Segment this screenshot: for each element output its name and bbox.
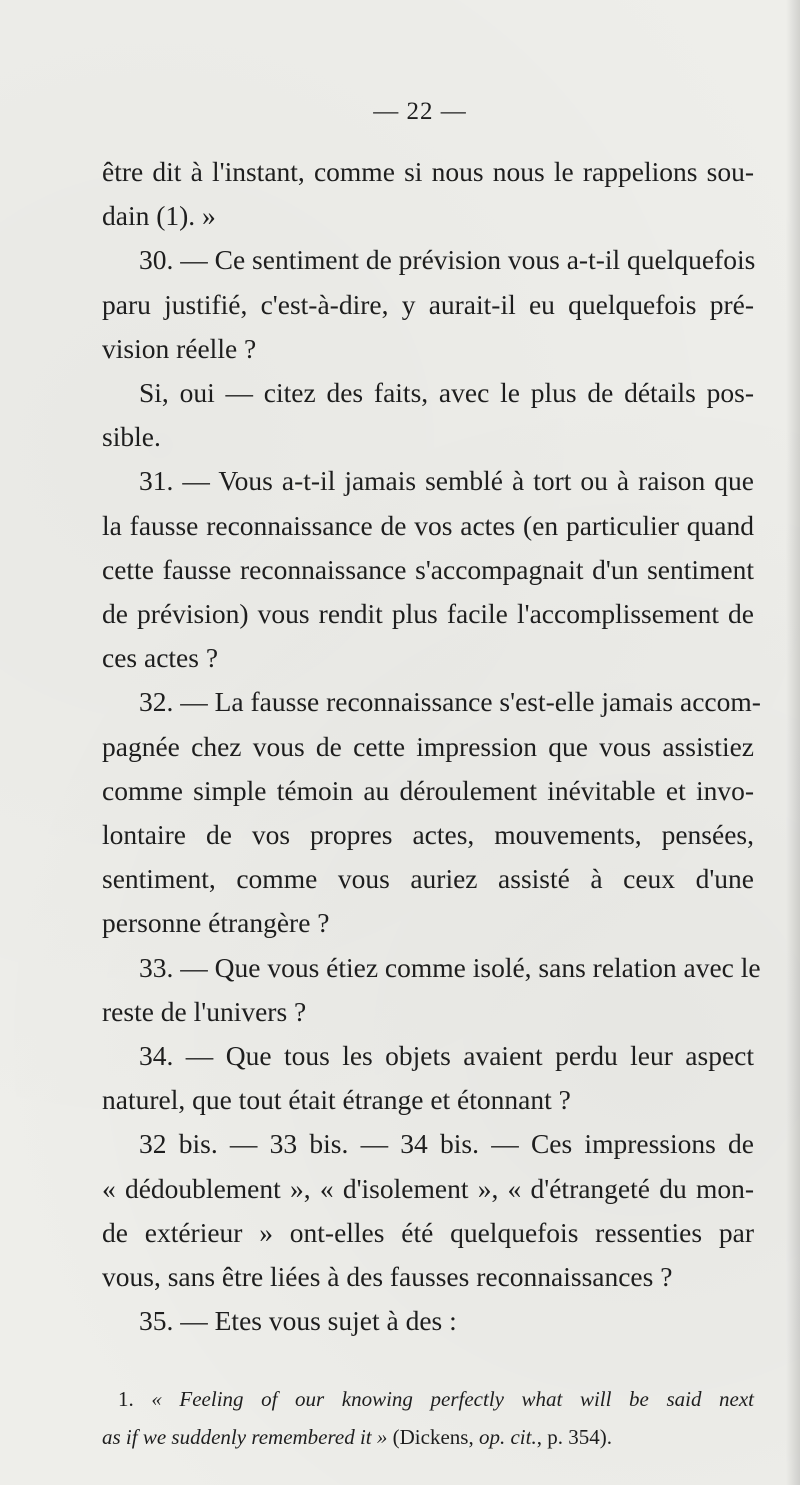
question-31-line: 31. — Vous a-t-il jamais semblé à tort ou à raison que xyxy=(139,465,754,497)
text-line: sible. xyxy=(102,421,161,453)
footnote-reference: (Dickens, xyxy=(387,1425,479,1449)
text-line: naturel, que tout était étrange et étonnant ? xyxy=(102,1084,571,1116)
text-line: lontaire de vos propres actes, mouvements, pensées, xyxy=(102,819,754,851)
footnote-quote: as if we suddenly remembered it » xyxy=(102,1425,388,1449)
footnote-page-ref: , p. 354). xyxy=(536,1425,612,1449)
text-line: vous, sans être liées à des fausses reconnaissances ? xyxy=(102,1261,673,1293)
text-line: être dit à l'instant, comme si nous nous le rappelions sou- xyxy=(102,156,754,187)
text-line: dain (1). » xyxy=(102,200,216,232)
text-line: paru justifié, c'est-à-dire, y aurait-il eu quelquefois pré- xyxy=(102,288,754,320)
footnote-line xyxy=(102,1380,754,1418)
text-line: la fausse reconnaissance de vos actes (en particulier quand xyxy=(102,509,754,541)
page-number: — 22 — xyxy=(373,98,467,125)
text-line: « dédoublement », « d'isolement », « d'étrangeté du mon- xyxy=(102,1172,754,1204)
text-line: reste de l'univers ? xyxy=(102,995,307,1027)
text-line: personne étrangère ? xyxy=(102,907,330,939)
body-text xyxy=(102,150,761,1343)
footnote xyxy=(102,1380,754,1456)
question-30-line: 30. — Ce sentiment de prévision vous a-t-il quelquefois xyxy=(139,244,756,276)
question-32-line: 32. — La fausse reconnaissance s'est-elle jamais accom- xyxy=(139,686,761,718)
question-34-line: 34. — Que tous les objets avaient perdu leur aspect xyxy=(139,1040,754,1072)
text-line: cette fausse reconnaissance s'accompagnait d'un sentiment xyxy=(102,553,754,585)
footnote-op-cit: op. cit. xyxy=(478,1425,537,1449)
text-line: pagnée chez vous de cette impression que vous assistiez xyxy=(102,730,754,762)
text-line: Si, oui — citez des faits, avec le plus de détails pos- xyxy=(139,377,754,409)
text-line: vision réelle ? xyxy=(102,332,257,364)
question-35-line: 35. — Etes vous sujet à des : xyxy=(139,1305,457,1337)
text-line: ces actes ? xyxy=(102,642,219,674)
footnote-marker: 1. xyxy=(118,1387,134,1411)
text-line: sentiment, comme vous auriez assisté à ceux d'une xyxy=(102,863,754,895)
question-bis-line: 32 bis. — 33 bis. — 34 bis. — Ces impressions de xyxy=(139,1128,754,1160)
text-line: de extérieur » ont-elles été quelquefois ressenties par xyxy=(102,1216,754,1248)
footnote-quote: « Feeling of our knowing perfectly what will be said next xyxy=(151,1387,755,1411)
question-33-line: 33. — Que vous étiez comme isolé, sans relation avec le xyxy=(139,951,761,983)
text-line: de prévision) vous rendit plus facile l'accomplissement de xyxy=(102,598,754,630)
footnote-line xyxy=(102,1418,754,1456)
text-line: comme simple témoin au déroulement inévitable et invo- xyxy=(102,774,754,806)
